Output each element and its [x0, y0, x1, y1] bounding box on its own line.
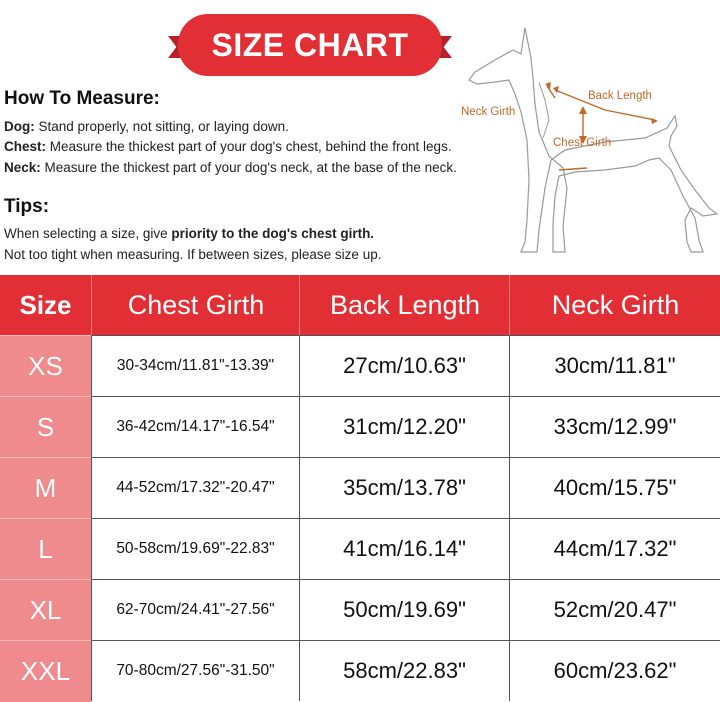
header-size: Size — [19, 289, 72, 320]
size-cell: XS — [0, 335, 91, 397]
neck-cell: 44cm/17.32" — [509, 518, 720, 579]
neck-cell: 52cm/20.47" — [509, 579, 720, 640]
header-neck-girth: Neck Girth — [509, 275, 720, 335]
back-cell: 41cm/16.14" — [299, 518, 509, 579]
chest-cell: 44-52cm/17.32"-20.47" — [91, 457, 299, 518]
chest-cell: 36-42cm/14.17"-16.54" — [91, 396, 299, 457]
measure-chest-text: Measure the thickest part of your dog's chest, behind the front legs. — [46, 139, 452, 154]
measure-dog-line — [4, 119, 289, 134]
measure-chest-label: Chest: — [4, 139, 47, 154]
header-back-length: Back Length — [299, 275, 510, 335]
chest-cell: 30-34cm/11.81"-13.39" — [91, 335, 299, 396]
measure-neck-text: Measure the thickest part of your dog's neck, at the base of the neck. — [40, 160, 457, 175]
measure-neck-line — [4, 160, 457, 175]
neck-cell: 30cm/11.81" — [509, 335, 720, 396]
title-banner — [168, 14, 452, 76]
chest-cell: 62-70cm/24.41"-27.56" — [91, 579, 299, 640]
tip-line-1 — [4, 226, 374, 241]
size-table — [0, 275, 720, 702]
back-cell: 35cm/13.78" — [299, 457, 509, 518]
chest-cell: 50-58cm/19.69"-22.83" — [91, 518, 299, 579]
measure-dog-label: Dog: — [4, 119, 35, 134]
table-header-row — [0, 275, 720, 335]
how-to-measure-heading: How To Measure: — [4, 88, 160, 109]
back-cell: 27cm/10.63" — [299, 335, 509, 396]
back-cell: 58cm/22.83" — [299, 640, 509, 701]
measure-dog-text: Stand properly, not sitting, or laying down. — [34, 119, 289, 134]
size-cell: M — [0, 457, 91, 519]
measure-chest-line — [4, 139, 452, 154]
measure-neck-label: Neck: — [4, 160, 41, 175]
back-cell: 50cm/19.69" — [299, 579, 509, 640]
tip-line-1-bold: priority to the dog's chest girth. — [171, 226, 375, 241]
back-length-label: Back Length — [588, 90, 652, 102]
tip-line-2: Not too tight when measuring. If between sizes, please size up. — [4, 247, 382, 262]
neck-cell: 33cm/12.99" — [509, 396, 720, 457]
tip-line-1-text: When selecting a size, give — [4, 226, 172, 241]
size-cell: XL — [0, 579, 91, 641]
page-title: SIZE CHART — [211, 26, 409, 63]
size-cell: XXL — [0, 640, 91, 702]
banner-body — [178, 14, 442, 76]
header-chest-girth: Chest Girth — [91, 275, 300, 335]
size-cell: S — [0, 396, 91, 458]
neck-cell: 60cm/23.62" — [509, 640, 720, 701]
tips-heading: Tips: — [4, 196, 50, 217]
neck-cell: 40cm/15.75" — [509, 457, 720, 518]
chest-girth-label: Chest Girth — [553, 137, 612, 149]
dog-measure-diagram — [455, 20, 720, 270]
size-cell: L — [0, 518, 91, 580]
back-cell: 31cm/12.20" — [299, 396, 509, 457]
chest-cell: 70-80cm/27.56"-31.50" — [91, 640, 299, 701]
neck-girth-label: Neck Girth — [461, 106, 516, 118]
